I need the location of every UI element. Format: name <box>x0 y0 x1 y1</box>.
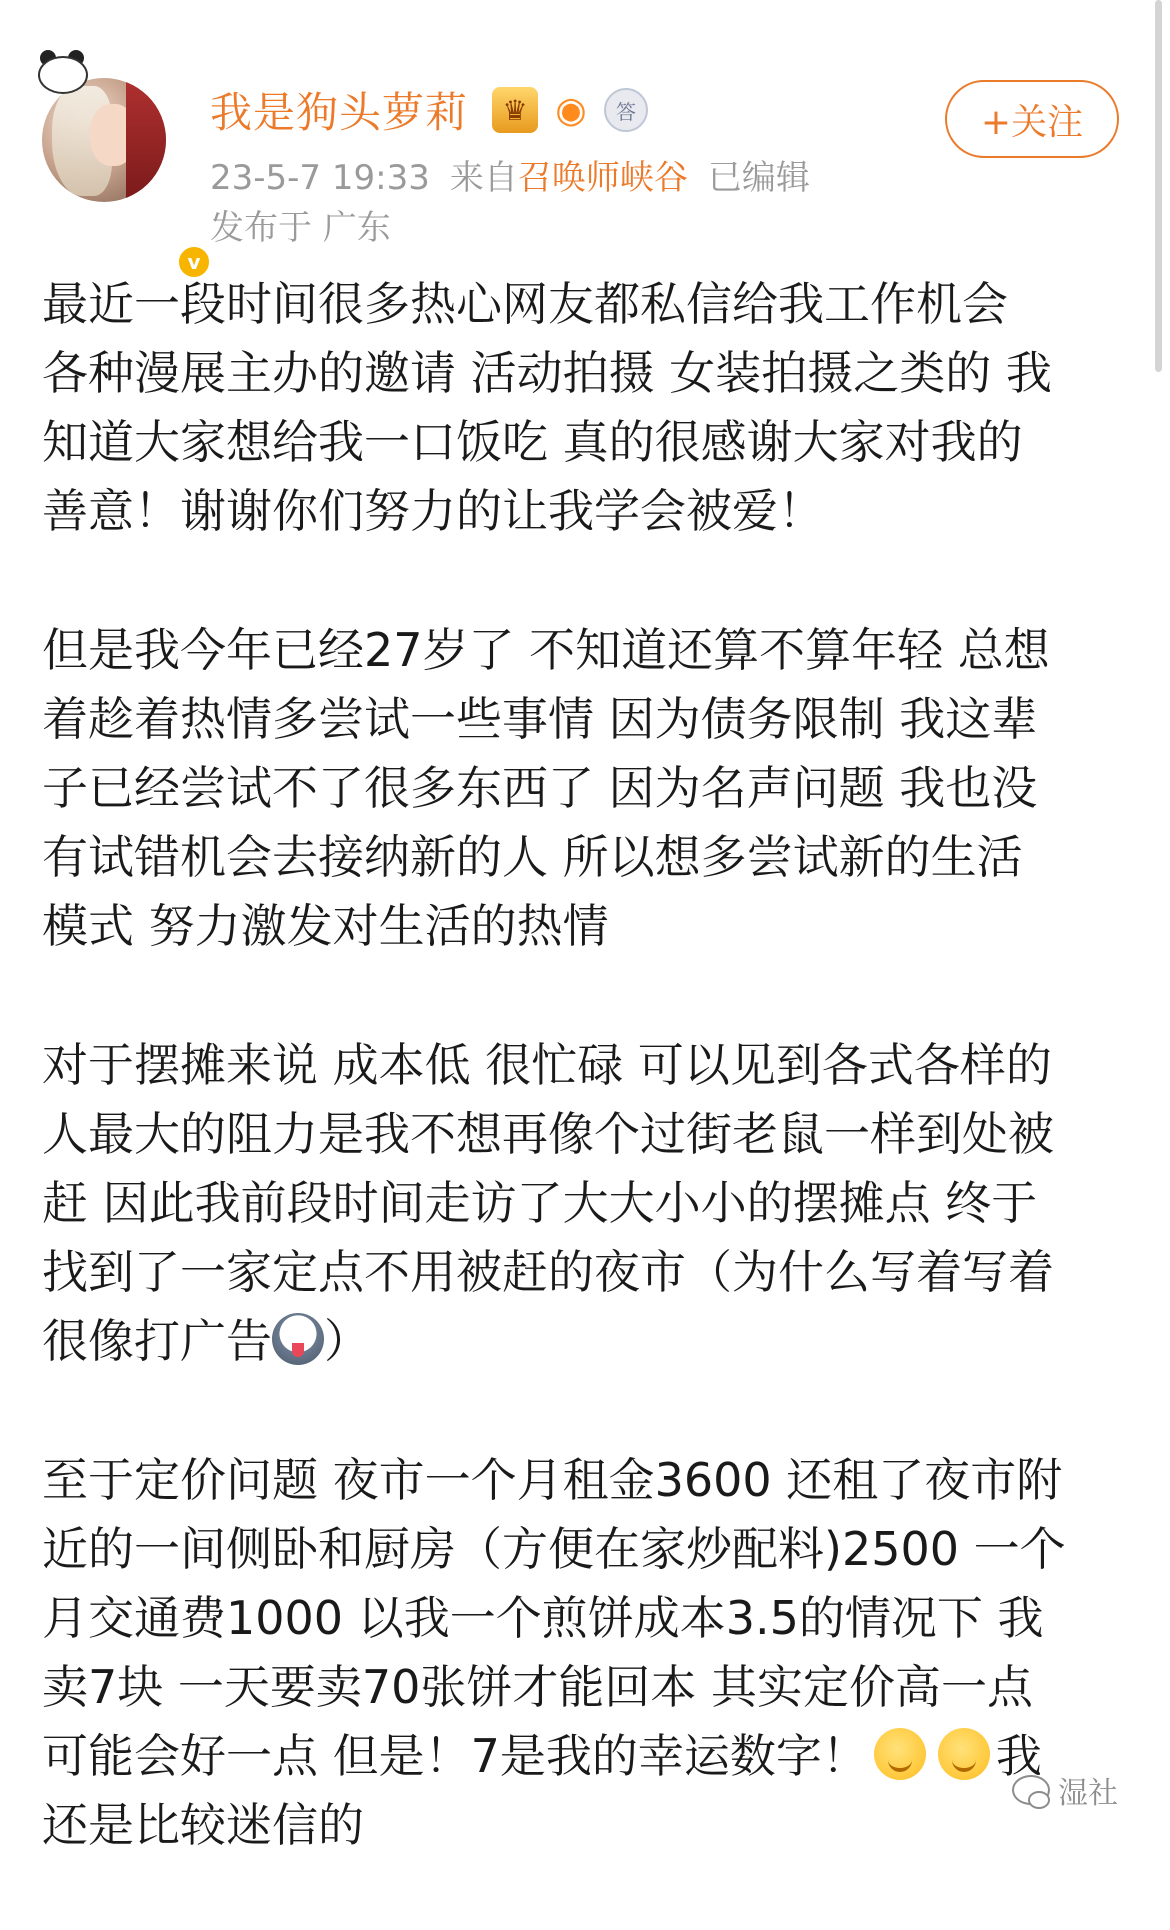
badge-group <box>492 86 648 134</box>
text-line: 知道大家想给我一口饭吃 真的很感谢大家对我的 <box>42 415 1023 469</box>
paragraph <box>42 1031 1122 1376</box>
follow-button[interactable]: +关注 <box>945 80 1119 158</box>
text-line: 有试错机会去接纳新的人 所以想多尝试新的生活 <box>42 830 1023 884</box>
post-header <box>0 0 1170 274</box>
text-line: 着趁着热情多尝试一些事情 因为债务限制 我这辈 <box>42 692 1038 746</box>
text-fragment: ） <box>324 1314 370 1368</box>
text-line: 子已经尝试不了很多东西了 因为名声问题 我也没 <box>42 761 1038 815</box>
smile-emoji-icon <box>874 1728 926 1780</box>
text-line: 最近一段时间很多热心网友都私信给我工作机会 <box>42 277 1008 331</box>
text-line: 善意！谢谢你们努力的让我学会被爱！ <box>42 484 824 538</box>
wechat-icon <box>1012 1775 1050 1805</box>
paragraph <box>42 270 1122 546</box>
paragraph <box>42 616 1122 961</box>
panda-icon <box>34 50 90 90</box>
husky-emoji-icon <box>272 1313 324 1365</box>
post-meta <box>210 150 810 199</box>
username[interactable]: 我是狗头萝莉 <box>210 88 469 137</box>
text-fragment: 我 <box>995 1729 1042 1783</box>
text-line: 月交通费1000 以我一个煎饼成本3.5的情况下 我 <box>42 1591 1044 1645</box>
text-line: 近的一间侧卧和厨房（方便在家炒配料)2500 一个 <box>42 1522 1066 1576</box>
avatar-image[interactable] <box>42 78 166 202</box>
edited-label[interactable]: 已编辑 <box>707 158 810 198</box>
text-line: 但是我今年已经27岁了 不知道还算不算年轻 总想 <box>42 623 1050 677</box>
medal-icon[interactable]: 答 <box>604 88 648 132</box>
source-prefix: 来自 <box>449 158 518 198</box>
text-line: 找到了一家定点不用被赶的夜市（为什么写着写着 <box>42 1245 1054 1299</box>
text-line: 对于摆摊来说 成本低 很忙碌 可以见到各式各样的 <box>42 1038 1052 1092</box>
smile-emoji-icon <box>938 1728 990 1780</box>
text-line <box>42 1307 1122 1376</box>
text-line: 至于定价问题 夜市一个月租金3600 还租了夜市附 <box>42 1453 1063 1507</box>
avatar[interactable] <box>42 78 201 274</box>
verified-icon: v <box>176 244 212 280</box>
fish-icon[interactable]: ◉ <box>548 87 594 133</box>
crown-icon[interactable]: ♛ <box>492 87 538 133</box>
text-line: 卖7块 一天要卖70张饼才能回本 其实定价高一点 <box>42 1660 1034 1714</box>
text-line <box>42 1722 1122 1791</box>
text-fragment: 很像打广告 <box>42 1314 272 1368</box>
text-fragment: 可能会好一点 但是！7是我的幸运数字！ <box>42 1729 868 1783</box>
paragraph <box>42 1446 1122 1860</box>
text-line: 各种漫展主办的邀请 活动拍摄 女装拍摄之类的 我 <box>42 346 1052 400</box>
watermark <box>1012 1768 1118 1812</box>
text-line: 人最大的阻力是我不想再像个过街老鼠一样到处被 <box>42 1107 1054 1161</box>
text-line: 模式 努力激发对生活的热情 <box>42 899 609 953</box>
text-line: 还是比较迷信的 <box>42 1798 364 1852</box>
location: 发布于 广东 <box>210 208 391 248</box>
watermark-text: 湿社 <box>1058 1776 1118 1811</box>
text-line: 赶 因此我前段时间走访了大大小小的摆摊点 终于 <box>42 1176 1038 1230</box>
timestamp: 23-5-7 19:33 <box>210 158 430 198</box>
source-link[interactable]: 召唤师峡谷 <box>517 158 688 198</box>
post-body <box>42 270 1122 1930</box>
